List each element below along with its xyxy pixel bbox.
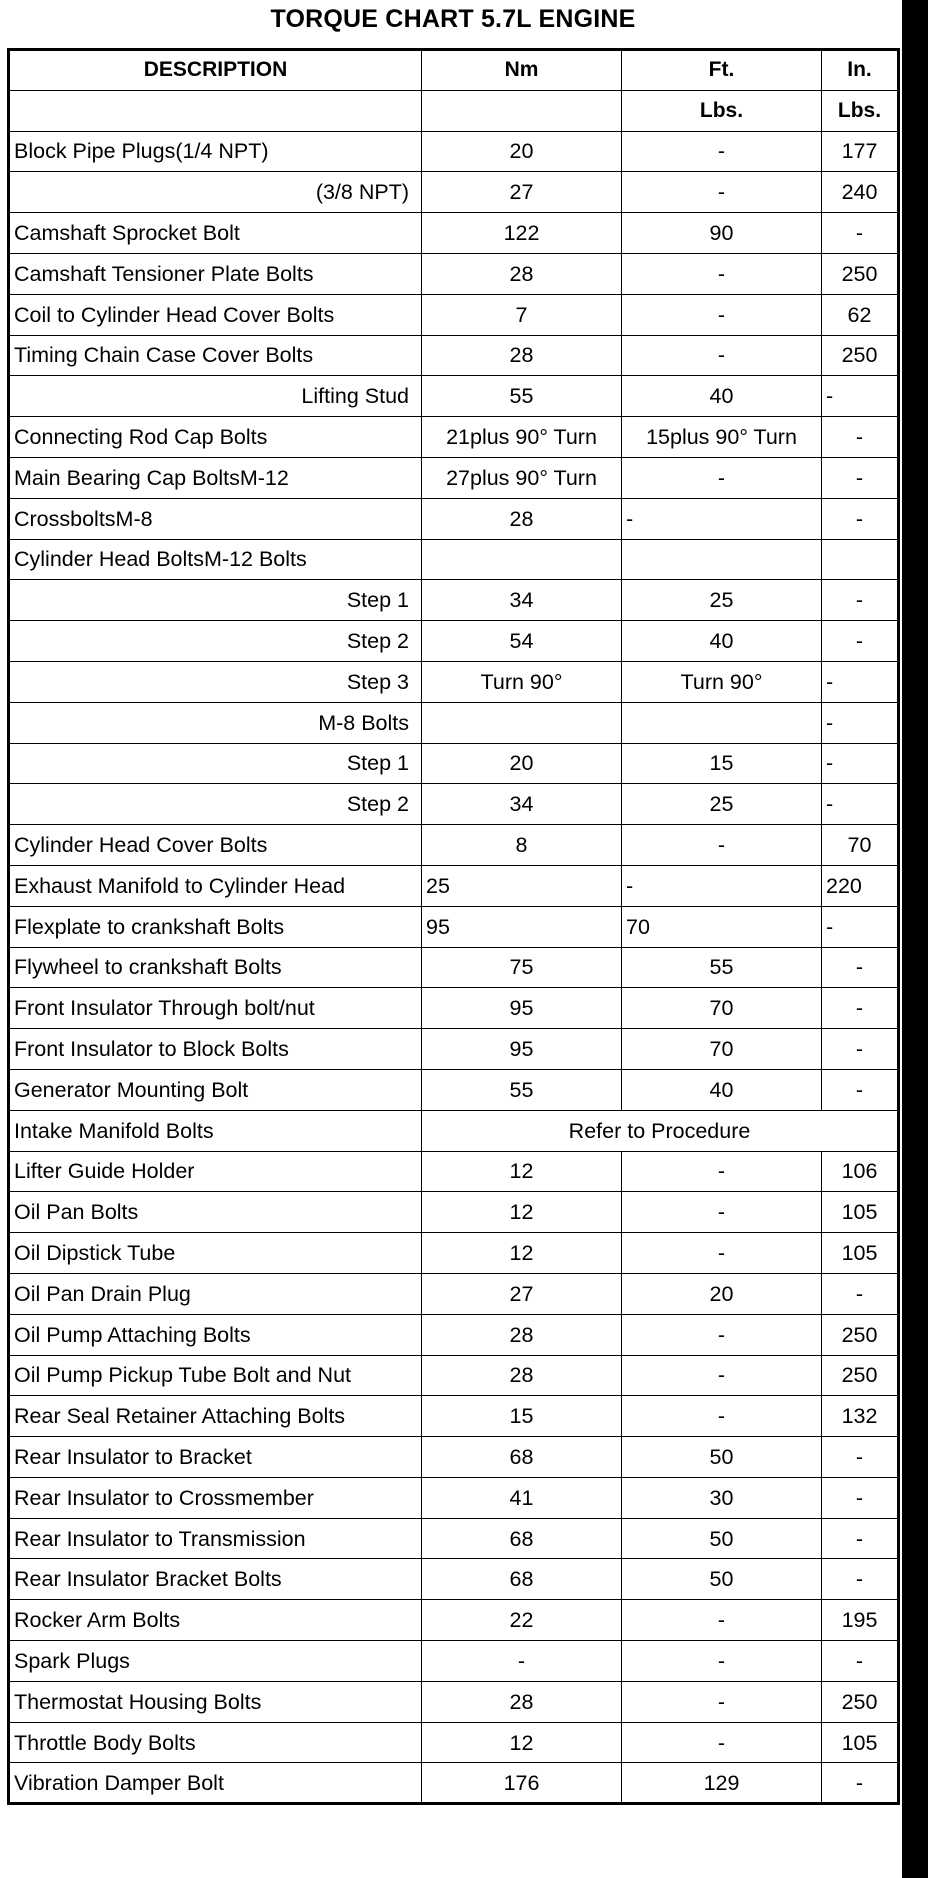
table-row: [9, 865, 899, 906]
nm-cell: 55: [422, 376, 622, 417]
in-lbs-cell: -: [822, 417, 899, 458]
description-cell: Oil Dipstick Tube: [9, 1233, 422, 1274]
description-cell: Timing Chain Case Cover Bolts: [9, 335, 422, 376]
nm-cell: 68: [422, 1437, 622, 1478]
ft-lbs-cell: -: [622, 1396, 822, 1437]
in-lbs-cell: -: [822, 376, 899, 417]
table-row: [9, 1396, 899, 1437]
nm-cell: 27: [422, 1273, 622, 1314]
nm-cell: 28: [422, 1681, 622, 1722]
description-cell: Cylinder Head Cover Bolts: [9, 825, 422, 866]
ft-lbs-cell: 50: [622, 1437, 822, 1478]
table-row: [9, 702, 899, 743]
in-lbs-cell: 177: [822, 131, 899, 172]
nm-cell: 68: [422, 1559, 622, 1600]
nm-cell: 22: [422, 1600, 622, 1641]
header-in-units: Lbs.: [822, 90, 899, 131]
table-row: [9, 1518, 899, 1559]
nm-cell: 28: [422, 253, 622, 294]
description-cell: Lifter Guide Holder: [9, 1151, 422, 1192]
ft-lbs-cell: Turn 90°: [622, 661, 822, 702]
ft-lbs-cell: -: [622, 1355, 822, 1396]
in-lbs-cell: 195: [822, 1600, 899, 1641]
table-row: [9, 1233, 899, 1274]
description-cell: Main Bearing Cap BoltsM-12: [9, 457, 422, 498]
in-lbs-cell: -: [822, 498, 899, 539]
header-nm: Nm: [422, 50, 622, 91]
in-lbs-cell: 250: [822, 1355, 899, 1396]
nm-cell: 7: [422, 294, 622, 335]
table-row: [9, 1559, 899, 1600]
table-row: [9, 1355, 899, 1396]
nm-cell: -: [422, 1641, 622, 1682]
in-lbs-cell: -: [822, 988, 899, 1029]
in-lbs-cell: -: [822, 1029, 899, 1070]
in-lbs-cell: 70: [822, 825, 899, 866]
description-cell: Front Insulator Through bolt/nut: [9, 988, 422, 1029]
nm-cell: 25: [422, 865, 622, 906]
nm-cell: [422, 539, 622, 580]
description-cell: Rear Insulator to Transmission: [9, 1518, 422, 1559]
ft-lbs-cell: 20: [622, 1273, 822, 1314]
nm-cell: 28: [422, 498, 622, 539]
nm-cell: 28: [422, 1355, 622, 1396]
ft-lbs-cell: 129: [622, 1763, 822, 1804]
nm-cell: 28: [422, 335, 622, 376]
description-cell: (3/8 NPT): [9, 172, 422, 213]
in-lbs-cell: -: [822, 1477, 899, 1518]
description-cell: Spark Plugs: [9, 1641, 422, 1682]
description-cell: Thermostat Housing Bolts: [9, 1681, 422, 1722]
ft-lbs-cell: 50: [622, 1559, 822, 1600]
nm-cell: 34: [422, 784, 622, 825]
description-cell: Step 1: [9, 580, 422, 621]
ft-lbs-cell: -: [622, 1641, 822, 1682]
header-row-units: [9, 90, 899, 131]
ft-lbs-cell: -: [622, 498, 822, 539]
description-cell: Rear Insulator Bracket Bolts: [9, 1559, 422, 1600]
ft-lbs-cell: [622, 702, 822, 743]
description-cell: M-8 Bolts: [9, 702, 422, 743]
table-row: [9, 1151, 899, 1192]
description-cell: Step 1: [9, 743, 422, 784]
ft-lbs-cell: 70: [622, 906, 822, 947]
nm-cell: 95: [422, 988, 622, 1029]
table-row: [9, 131, 899, 172]
ft-lbs-cell: 70: [622, 1029, 822, 1070]
in-lbs-cell: 220: [822, 865, 899, 906]
in-lbs-cell: 106: [822, 1151, 899, 1192]
ft-lbs-cell: 25: [622, 580, 822, 621]
in-lbs-cell: 250: [822, 1681, 899, 1722]
in-lbs-cell: -: [822, 1763, 899, 1804]
table-row: [9, 539, 899, 580]
header-ft-units: Lbs.: [622, 90, 822, 131]
description-cell: Flywheel to crankshaft Bolts: [9, 947, 422, 988]
ft-lbs-cell: -: [622, 294, 822, 335]
nm-cell: [422, 702, 622, 743]
table-row: [9, 1477, 899, 1518]
table-row: [9, 743, 899, 784]
ft-lbs-cell: 70: [622, 988, 822, 1029]
description-cell: Coil to Cylinder Head Cover Bolts: [9, 294, 422, 335]
nm-cell: 95: [422, 1029, 622, 1070]
in-lbs-cell: 132: [822, 1396, 899, 1437]
nm-cell: 122: [422, 213, 622, 254]
ft-lbs-cell: -: [622, 335, 822, 376]
nm-cell: 176: [422, 1763, 622, 1804]
ft-lbs-cell: -: [622, 1722, 822, 1763]
in-lbs-cell: -: [822, 580, 899, 621]
nm-cell: 27: [422, 172, 622, 213]
nm-cell: 12: [422, 1192, 622, 1233]
ft-lbs-cell: 30: [622, 1477, 822, 1518]
table-row: [9, 1273, 899, 1314]
table-row: [9, 253, 899, 294]
ft-lbs-cell: 90: [622, 213, 822, 254]
table-row: [9, 1600, 899, 1641]
in-lbs-cell: -: [822, 621, 899, 662]
nm-cell: 27plus 90° Turn: [422, 457, 622, 498]
in-lbs-cell: 250: [822, 335, 899, 376]
ft-lbs-cell: 40: [622, 1069, 822, 1110]
nm-cell: Turn 90°: [422, 661, 622, 702]
nm-cell: 15: [422, 1396, 622, 1437]
header-description-units: [9, 90, 422, 131]
nm-cell: 68: [422, 1518, 622, 1559]
ft-lbs-cell: -: [622, 172, 822, 213]
in-lbs-cell: -: [822, 457, 899, 498]
table-row: [9, 1681, 899, 1722]
table-row: [9, 1722, 899, 1763]
description-cell: Front Insulator to Block Bolts: [9, 1029, 422, 1070]
nm-cell: 95: [422, 906, 622, 947]
table-row: [9, 1192, 899, 1233]
in-lbs-cell: -: [822, 213, 899, 254]
in-lbs-cell: 105: [822, 1192, 899, 1233]
page-title: TORQUE CHART 5.7L ENGINE: [270, 5, 636, 33]
table-row: [9, 213, 899, 254]
in-lbs-cell: 240: [822, 172, 899, 213]
nm-cell: 34: [422, 580, 622, 621]
in-lbs-cell: -: [822, 1559, 899, 1600]
ft-lbs-cell: -: [622, 253, 822, 294]
table-row: [9, 457, 899, 498]
ft-lbs-cell: -: [622, 1151, 822, 1192]
table-row: [9, 172, 899, 213]
in-lbs-cell: -: [822, 947, 899, 988]
nm-cell: 12: [422, 1151, 622, 1192]
nm-cell: 41: [422, 1477, 622, 1518]
table-row: [9, 1437, 899, 1478]
description-cell: Block Pipe Plugs(1/4 NPT): [9, 131, 422, 172]
header-in: In.: [822, 50, 899, 91]
description-cell: Vibration Damper Bolt: [9, 1763, 422, 1804]
description-cell: Rear Seal Retainer Attaching Bolts: [9, 1396, 422, 1437]
in-lbs-cell: 250: [822, 1314, 899, 1355]
description-cell: Rear Insulator to Crossmember: [9, 1477, 422, 1518]
table-row: [9, 1763, 899, 1804]
header-description: DESCRIPTION: [9, 50, 422, 91]
table-row: [9, 1314, 899, 1355]
description-cell: Oil Pan Bolts: [9, 1192, 422, 1233]
table-row: [9, 335, 899, 376]
description-cell: Intake Manifold Bolts: [9, 1110, 422, 1151]
in-lbs-cell: 250: [822, 253, 899, 294]
in-lbs-cell: -: [822, 1437, 899, 1478]
note-cell: Refer to Procedure: [422, 1110, 899, 1151]
nm-cell: 20: [422, 131, 622, 172]
description-cell: Oil Pump Pickup Tube Bolt and Nut: [9, 1355, 422, 1396]
ft-lbs-cell: 25: [622, 784, 822, 825]
description-cell: Throttle Body Bolts: [9, 1722, 422, 1763]
nm-cell: 8: [422, 825, 622, 866]
ft-lbs-cell: -: [622, 131, 822, 172]
description-cell: Step 2: [9, 621, 422, 662]
description-cell: Lifting Stud: [9, 376, 422, 417]
ft-lbs-cell: [622, 539, 822, 580]
description-cell: Oil Pump Attaching Bolts: [9, 1314, 422, 1355]
in-lbs-cell: -: [822, 906, 899, 947]
ft-lbs-cell: -: [622, 1233, 822, 1274]
ft-lbs-cell: -: [622, 1192, 822, 1233]
table-row: [9, 1641, 899, 1682]
table-row: [9, 417, 899, 458]
ft-lbs-cell: -: [622, 1314, 822, 1355]
in-lbs-cell: -: [822, 702, 899, 743]
table-row: [9, 376, 899, 417]
description-cell: Exhaust Manifold to Cylinder Head: [9, 865, 422, 906]
table-row: [9, 621, 899, 662]
table-row: [9, 498, 899, 539]
ft-lbs-cell: 15plus 90° Turn: [622, 417, 822, 458]
table-row: [9, 988, 899, 1029]
ft-lbs-cell: 15: [622, 743, 822, 784]
in-lbs-cell: -: [822, 1273, 899, 1314]
description-cell: Generator Mounting Bolt: [9, 1069, 422, 1110]
ft-lbs-cell: -: [622, 457, 822, 498]
nm-cell: 21plus 90° Turn: [422, 417, 622, 458]
description-cell: CrossboltsM-8: [9, 498, 422, 539]
in-lbs-cell: 62: [822, 294, 899, 335]
nm-cell: 55: [422, 1069, 622, 1110]
torque-table: [7, 48, 900, 1805]
header-nm-units: [422, 90, 622, 131]
description-cell: Step 3: [9, 661, 422, 702]
in-lbs-cell: -: [822, 1641, 899, 1682]
in-lbs-cell: 105: [822, 1722, 899, 1763]
table-row: [9, 580, 899, 621]
ft-lbs-cell: 40: [622, 376, 822, 417]
in-lbs-cell: -: [822, 661, 899, 702]
page-edge-bar: [902, 0, 928, 1878]
ft-lbs-cell: -: [622, 1600, 822, 1641]
table-row: [9, 825, 899, 866]
nm-cell: 75: [422, 947, 622, 988]
description-cell: Rear Insulator to Bracket: [9, 1437, 422, 1478]
ft-lbs-cell: -: [622, 865, 822, 906]
table-row: [9, 1069, 899, 1110]
nm-cell: 12: [422, 1233, 622, 1274]
nm-cell: 28: [422, 1314, 622, 1355]
description-cell: Rocker Arm Bolts: [9, 1600, 422, 1641]
description-cell: Flexplate to crankshaft Bolts: [9, 906, 422, 947]
description-cell: Camshaft Tensioner Plate Bolts: [9, 253, 422, 294]
table-row: [9, 947, 899, 988]
in-lbs-cell: -: [822, 743, 899, 784]
table-row: [9, 294, 899, 335]
nm-cell: 54: [422, 621, 622, 662]
nm-cell: 20: [422, 743, 622, 784]
ft-lbs-cell: -: [622, 825, 822, 866]
in-lbs-cell: [822, 539, 899, 580]
nm-cell: 12: [422, 1722, 622, 1763]
description-cell: Oil Pan Drain Plug: [9, 1273, 422, 1314]
in-lbs-cell: -: [822, 1069, 899, 1110]
in-lbs-cell: -: [822, 784, 899, 825]
ft-lbs-cell: 50: [622, 1518, 822, 1559]
description-cell: Step 2: [9, 784, 422, 825]
torque-table-body: [9, 50, 899, 1804]
table-row: [9, 1029, 899, 1070]
in-lbs-cell: 105: [822, 1233, 899, 1274]
header-ft: Ft.: [622, 50, 822, 91]
ft-lbs-cell: 55: [622, 947, 822, 988]
description-cell: Cylinder Head BoltsM-12 Bolts: [9, 539, 422, 580]
table-row: [9, 661, 899, 702]
ft-lbs-cell: -: [622, 1681, 822, 1722]
ft-lbs-cell: 40: [622, 621, 822, 662]
header-row: [9, 50, 899, 91]
table-row: [9, 1110, 899, 1151]
description-cell: Camshaft Sprocket Bolt: [9, 213, 422, 254]
in-lbs-cell: -: [822, 1518, 899, 1559]
table-row: [9, 784, 899, 825]
table-row: [9, 906, 899, 947]
description-cell: Connecting Rod Cap Bolts: [9, 417, 422, 458]
